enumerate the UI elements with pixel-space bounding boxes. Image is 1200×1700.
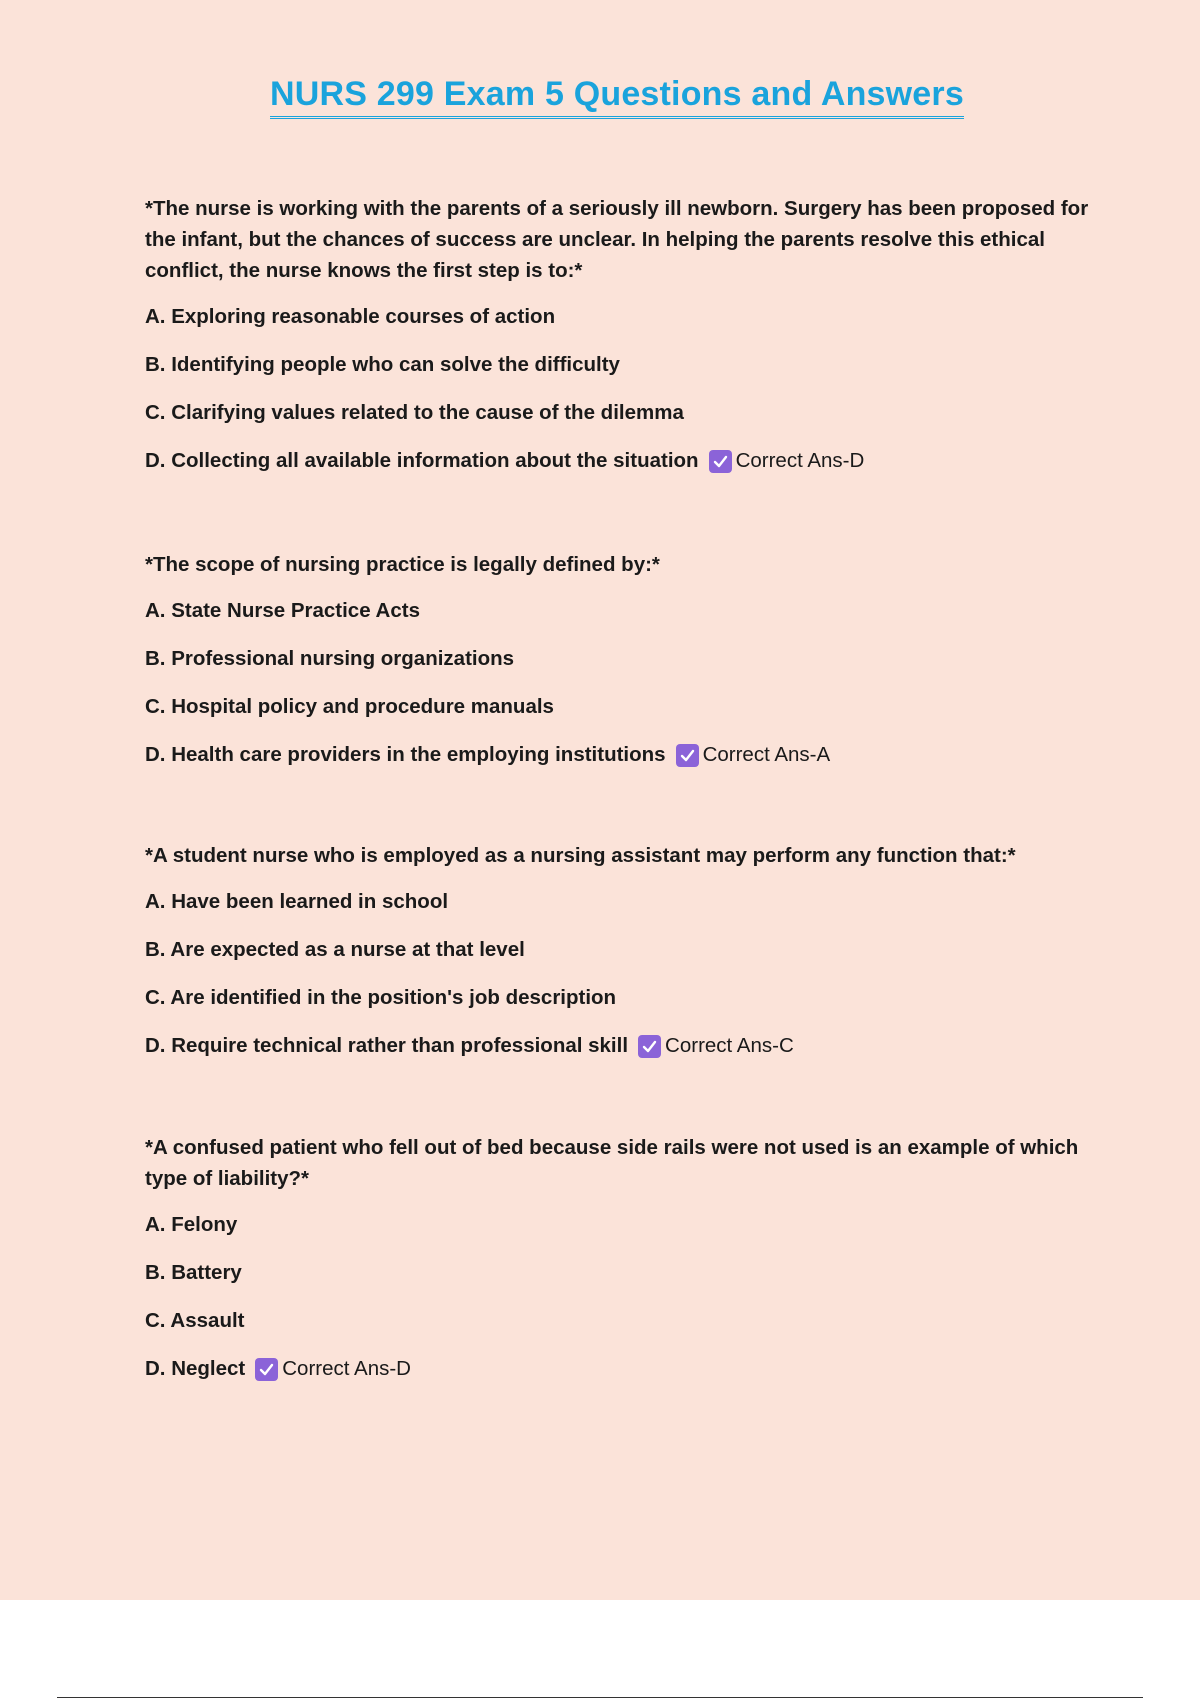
option-c: C. Clarifying values related to the cause of the dilemma	[145, 401, 684, 424]
checkmark-icon	[255, 1358, 278, 1381]
question-text: *The scope of nursing practice is legally defined by:*	[145, 553, 660, 576]
document-title	[0, 74, 1200, 119]
option-d: D. Collecting all available information about the situation Correct Ans-D	[145, 447, 1095, 475]
question-1	[145, 193, 1095, 475]
checkmark-icon	[676, 744, 699, 767]
option-b: B. Are expected as a nurse at that level	[145, 938, 525, 961]
question-text: *A confused patient who fell out of bed because side rails were not used is an example of which type of liability?*	[145, 1136, 1079, 1190]
checkmark-icon	[638, 1035, 661, 1058]
correct-answer-label: Correct Ans-D	[282, 1357, 411, 1380]
option-d: D. Neglect Correct Ans-D	[145, 1355, 1095, 1383]
footer-divider	[57, 1697, 1143, 1698]
option-b: B. Professional nursing organizations	[145, 647, 515, 670]
correct-answer-label: Correct Ans-D	[735, 449, 865, 472]
question-text: *A student nurse who is employed as a nursing assistant may perform any function that:*	[145, 844, 1016, 867]
correct-answer-label: Correct Ans-C	[665, 1034, 794, 1057]
option-c: C. Assault	[145, 1309, 245, 1332]
question-4	[145, 1132, 1095, 1383]
option-a: A. Felony	[145, 1213, 238, 1236]
option-a: A. State Nurse Practice Acts	[145, 599, 420, 622]
correct-answer-label: Correct Ans-A	[702, 743, 831, 766]
option-a: A. Exploring reasonable courses of action	[145, 305, 556, 328]
option-b: B. Battery	[145, 1261, 242, 1284]
document-title-text: NURS 299 Exam 5 Questions and Answers	[270, 74, 964, 119]
option-c: C. Hospital policy and procedure manuals	[145, 695, 554, 718]
question-2	[145, 549, 1095, 769]
question-text: *The nurse is working with the parents of a seriously ill newborn. Surgery has been proposed for the infant, but the chances of success are unclear. In helping the parents resolve this ethical conflict, the nurse knows the first step is to:*	[145, 197, 1089, 282]
option-d: D. Require technical rather than professional skill Correct Ans-C	[145, 1032, 1095, 1060]
option-b: B. Identifying people who can solve the difficulty	[145, 353, 620, 376]
question-3	[145, 840, 1095, 1060]
option-d: D. Health care providers in the employing institutions Correct Ans-A	[145, 741, 1095, 769]
option-c: C. Are identified in the position's job description	[145, 986, 617, 1009]
checkmark-icon	[709, 450, 732, 473]
option-a: A. Have been learned in school	[145, 890, 449, 913]
